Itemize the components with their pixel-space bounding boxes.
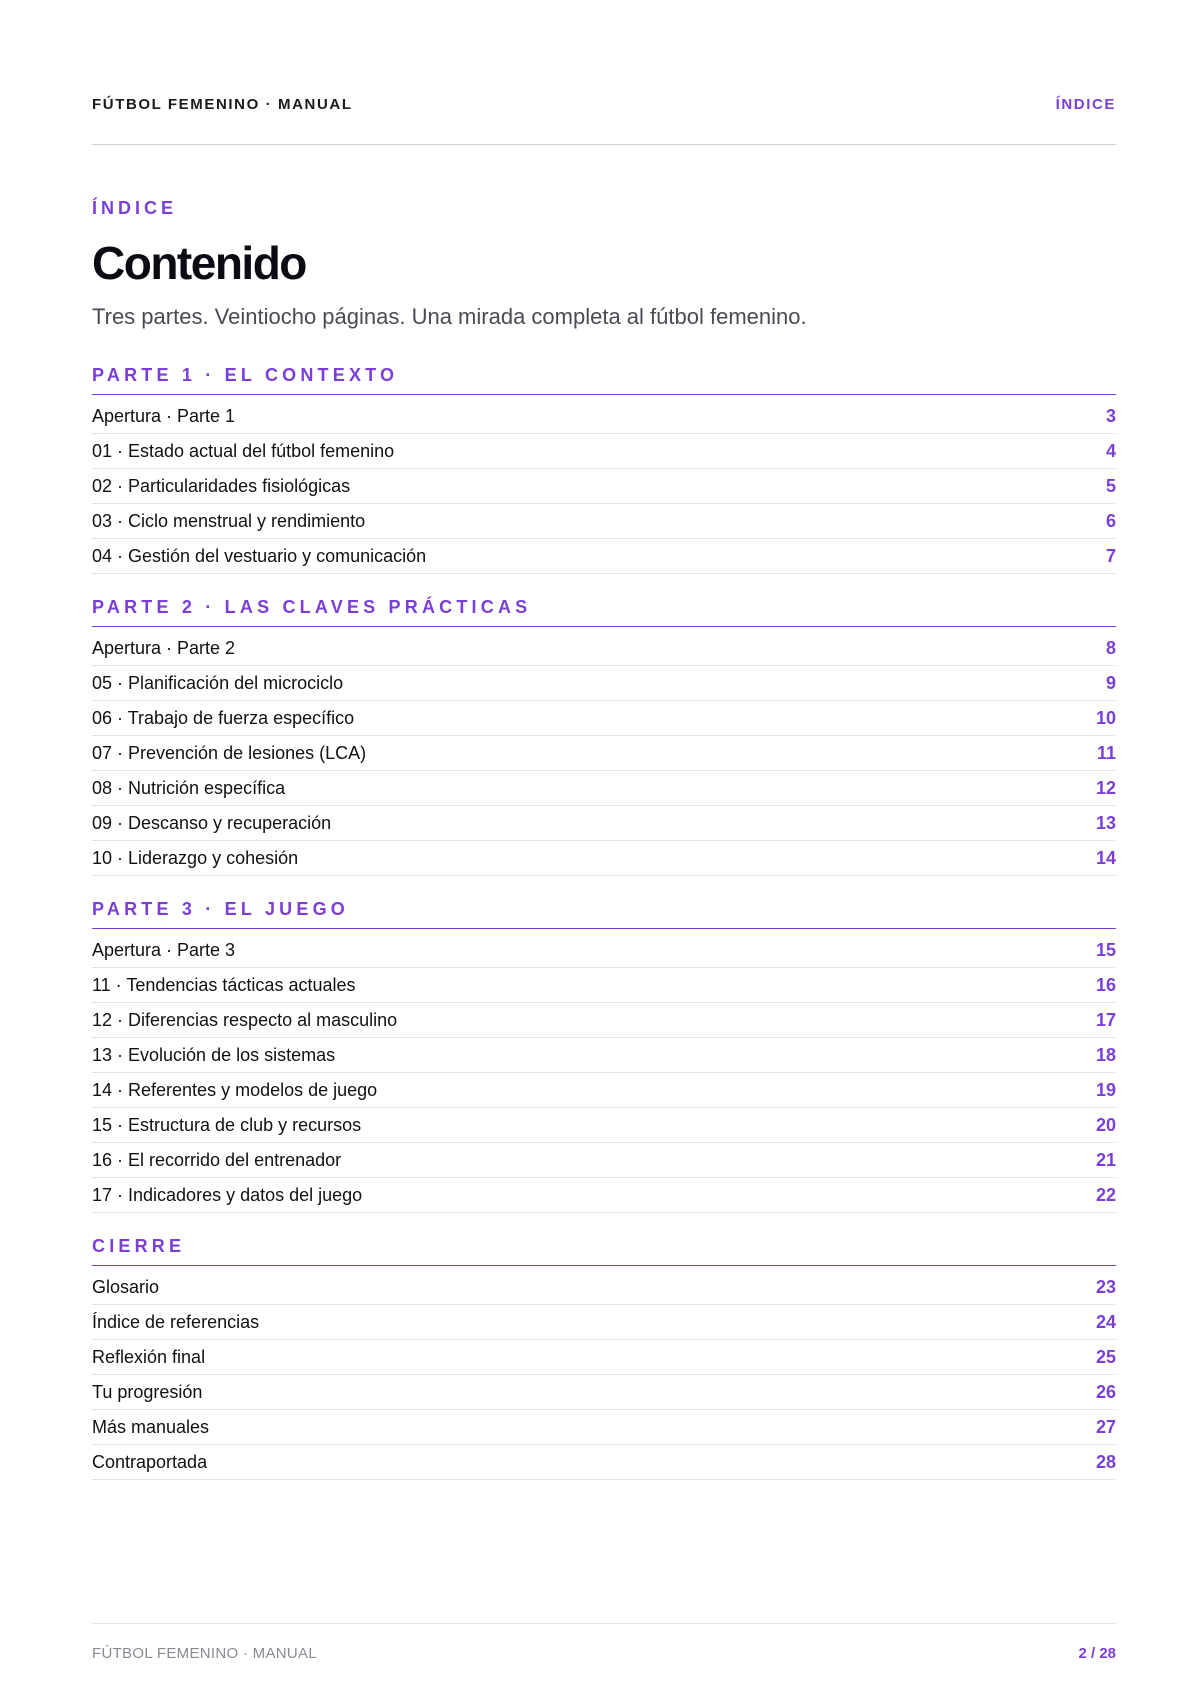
toc-entry-label: 02 · Particularidades fisiológicas — [92, 475, 351, 496]
toc-entry-page-number: 19 — [1095, 1079, 1116, 1100]
toc-entry[interactable] — [92, 469, 1116, 504]
toc-entry[interactable] — [92, 1178, 1116, 1213]
toc-entry-page-number: 25 — [1095, 1346, 1116, 1367]
toc-entry-page-number: 23 — [1095, 1276, 1116, 1297]
toc-part — [92, 364, 1116, 574]
toc-entry[interactable] — [92, 1340, 1116, 1375]
toc-entry-label: 09 · Descanso y recuperación — [92, 812, 332, 833]
toc-entry[interactable] — [92, 434, 1116, 469]
toc-entry[interactable] — [92, 504, 1116, 539]
toc-entry-page-number: 8 — [1105, 637, 1116, 658]
toc-entry-page-number: 28 — [1095, 1451, 1116, 1472]
toc-entry-label: Glosario — [92, 1276, 160, 1297]
toc-entry-page-number: 3 — [1105, 405, 1116, 426]
toc-entry[interactable] — [92, 1445, 1116, 1480]
toc-entry-label: 13 · Evolución de los sistemas — [92, 1044, 336, 1065]
header-brand: FÚTBOL FEMENINO · MANUAL — [92, 96, 353, 113]
running-footer — [92, 1645, 1116, 1662]
running-header — [92, 96, 1116, 113]
toc-entry-label: 14 · Referentes y modelos de juego — [92, 1079, 378, 1100]
toc-entry-page-number: 26 — [1095, 1381, 1116, 1402]
toc-entry[interactable] — [92, 399, 1116, 434]
footer-brand: FÚTBOL FEMENINO · MANUAL — [92, 1645, 317, 1662]
toc-entry-label: 10 · Liderazgo y cohesión — [92, 847, 299, 868]
toc-entry-page-number: 15 — [1095, 939, 1116, 960]
toc-entry[interactable] — [92, 1108, 1116, 1143]
toc-entry-page-number: 7 — [1105, 545, 1116, 566]
toc-entry-label: 05 · Planificación del microciclo — [92, 672, 344, 693]
toc-entry-label: Apertura · Parte 3 — [92, 939, 236, 960]
toc-entry-page-number: 9 — [1105, 672, 1116, 693]
table-of-contents — [92, 364, 1116, 1502]
toc-entry[interactable] — [92, 736, 1116, 771]
toc-entry-page-number: 22 — [1095, 1184, 1116, 1205]
footer-divider — [92, 1623, 1116, 1624]
toc-entry-page-number: 5 — [1105, 475, 1116, 496]
toc-entry-label: Más manuales — [92, 1416, 210, 1437]
toc-entry-label: 11 · Tendencias tácticas actuales — [92, 974, 356, 995]
toc-entry-label: 04 · Gestión del vestuario y comunicación — [92, 545, 427, 566]
toc-entry-page-number: 14 — [1095, 847, 1116, 868]
toc-part — [92, 1235, 1116, 1480]
toc-entry-label: 16 · El recorrido del entrenador — [92, 1149, 342, 1170]
toc-entry-label: Reflexión final — [92, 1346, 206, 1367]
document-page — [92, 0, 1116, 1697]
section-eyebrow: ÍNDICE — [92, 198, 178, 218]
toc-entry-page-number: 18 — [1095, 1044, 1116, 1065]
toc-entry[interactable] — [92, 771, 1116, 806]
toc-entry-label: Índice de referencias — [92, 1311, 260, 1332]
toc-entry-label: Tu progresión — [92, 1381, 203, 1402]
toc-entry-page-number: 27 — [1095, 1416, 1116, 1437]
toc-part — [92, 898, 1116, 1213]
toc-entry-label: 07 · Prevención de lesiones (LCA) — [92, 742, 367, 763]
toc-entry[interactable] — [92, 1038, 1116, 1073]
toc-entry[interactable] — [92, 1073, 1116, 1108]
page-subtitle: Tres partes. Veintiocho páginas. Una mirada completa al fútbol femenino. — [92, 304, 807, 329]
toc-entry[interactable] — [92, 1305, 1116, 1340]
toc-entry-label: 03 · Ciclo menstrual y rendimiento — [92, 510, 366, 531]
toc-entry[interactable] — [92, 1410, 1116, 1445]
toc-entry[interactable] — [92, 1143, 1116, 1178]
toc-entry-label: 01 · Estado actual del fútbol femenino — [92, 440, 395, 461]
toc-entry[interactable] — [92, 806, 1116, 841]
toc-entry-label: Apertura · Parte 2 — [92, 637, 236, 658]
toc-entry[interactable] — [92, 701, 1116, 736]
toc-entry[interactable] — [92, 933, 1116, 968]
toc-entry-page-number: 6 — [1105, 510, 1116, 531]
header-divider — [92, 144, 1116, 145]
toc-entry-page-number: 13 — [1095, 812, 1116, 833]
toc-entry[interactable] — [92, 1270, 1116, 1305]
toc-entry[interactable] — [92, 666, 1116, 701]
toc-part-heading: PARTE 1 · EL CONTEXTO — [92, 364, 1116, 395]
toc-entry-page-number: 4 — [1105, 440, 1116, 461]
toc-part-heading: PARTE 3 · EL JUEGO — [92, 898, 1116, 929]
toc-entry-page-number: 16 — [1095, 974, 1116, 995]
toc-entry-page-number: 12 — [1095, 777, 1116, 798]
toc-entry[interactable] — [92, 1003, 1116, 1038]
page-number: 2 / 28 — [1078, 1645, 1116, 1662]
toc-entry-page-number: 17 — [1095, 1009, 1116, 1030]
toc-entry-page-number: 11 — [1096, 742, 1116, 763]
toc-entry[interactable] — [92, 1375, 1116, 1410]
toc-entry-page-number: 10 — [1095, 707, 1116, 728]
toc-entry-label: 15 · Estructura de club y recursos — [92, 1114, 362, 1135]
page-title: Contenido — [92, 237, 306, 289]
toc-entry-label: 12 · Diferencias respecto al masculino — [92, 1009, 398, 1030]
toc-entry[interactable] — [92, 539, 1116, 574]
toc-entry[interactable] — [92, 631, 1116, 666]
toc-part — [92, 596, 1116, 876]
toc-entry[interactable] — [92, 968, 1116, 1003]
toc-part-heading: CIERRE — [92, 1235, 1116, 1266]
toc-entry[interactable] — [92, 841, 1116, 876]
toc-entry-label: Contraportada — [92, 1451, 208, 1472]
toc-entry-page-number: 21 — [1095, 1149, 1116, 1170]
toc-entry-label: 06 · Trabajo de fuerza específico — [92, 707, 355, 728]
header-section-label: ÍNDICE — [1055, 96, 1116, 113]
toc-entry-label: Apertura · Parte 1 — [92, 405, 236, 426]
toc-entry-page-number: 24 — [1095, 1311, 1116, 1332]
toc-entry-label: 17 · Indicadores y datos del juego — [92, 1184, 363, 1205]
toc-entry-page-number: 20 — [1095, 1114, 1116, 1135]
toc-part-heading: PARTE 2 · LAS CLAVES PRÁCTICAS — [92, 596, 1116, 627]
toc-entry-label: 08 · Nutrición específica — [92, 777, 286, 798]
